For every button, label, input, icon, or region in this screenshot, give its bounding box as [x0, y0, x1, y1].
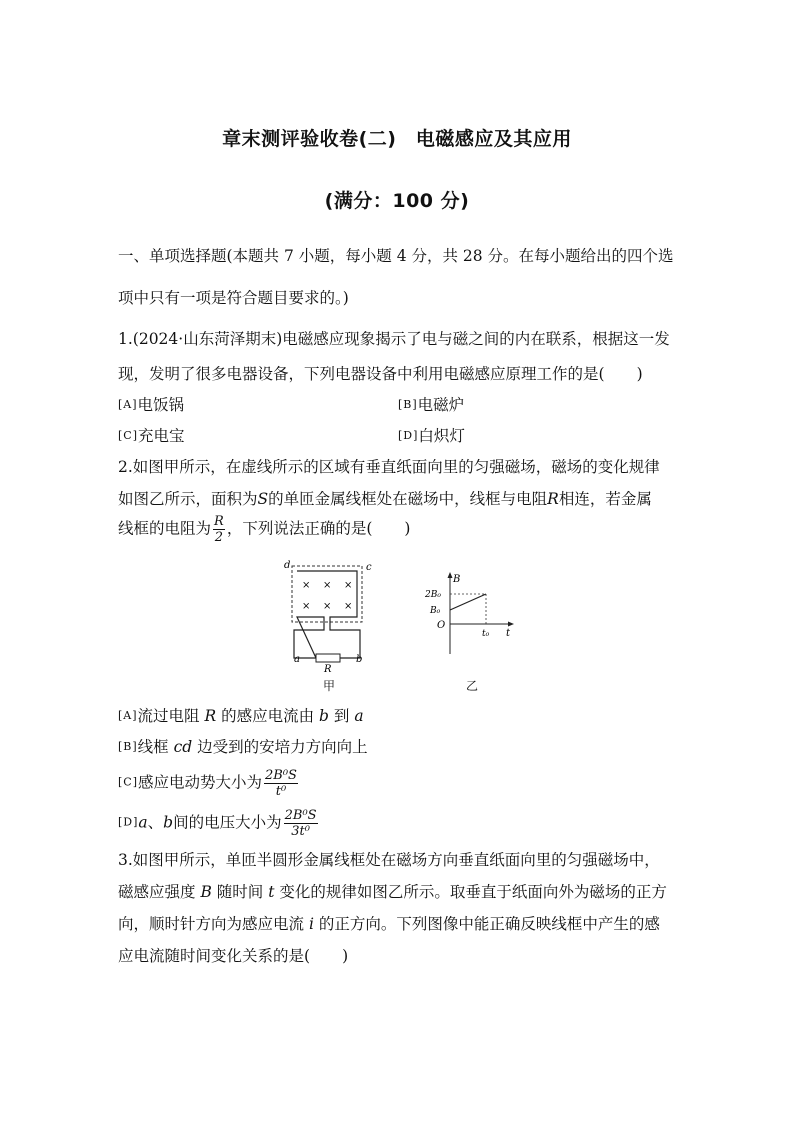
q1-line2: 现，发明了很多电器设备，下列电器设备中利用电磁感应原理工作的是( ): [118, 365, 643, 383]
q3-line2: 磁感应强度 B 随时间 t 变化的规律如图乙所示。取垂直于纸面向外为磁场的正方: [118, 883, 667, 901]
q3-line4: 应电流随时间变化关系的是( ): [118, 947, 349, 965]
fraction-r-over-2: $\frac{R}{2}$: [214, 514, 224, 545]
label-r: R: [324, 664, 332, 672]
label-t0: t₀: [482, 629, 490, 639]
q1-option-c: [C]充电宝: [118, 427, 185, 445]
field-cross: ×: [344, 601, 353, 612]
q2-line3: 线框的电阻为 $\frac{R}{2}$ ，下列说法正确的是( ): [118, 514, 411, 545]
figure-yi-caption: 乙: [466, 679, 479, 693]
q1-line1: 1.(2024·山东菏泽期末)电磁感应现象揭示了电与磁之间的内在联系，根据这一发: [118, 330, 670, 348]
page-title: 章末测评验收卷(二) 电磁感应及其应用: [222, 128, 572, 150]
magnetic-field-region: [292, 566, 362, 622]
fraction-voltage: $\frac{\text{2B⁰S}}{\text{3t⁰}}$: [284, 808, 317, 839]
label-b: b: [356, 654, 363, 665]
q2-option-d: [D]a、b间的电压大小为 $\frac{\text{2B⁰S}}{\text{3t⁰}}$: [118, 808, 317, 839]
b-line: [450, 594, 486, 610]
x-axis-arrow: [508, 622, 514, 627]
q2-option-c: [C]感应电动势大小为 $\frac{\text{2B⁰S}}{\text{t⁰}}$: [118, 768, 297, 799]
section-heading-line2: 项中只有一项是符合题目要求的。): [118, 289, 349, 307]
y-axis-arrow: [448, 572, 453, 578]
label-d: d: [284, 560, 291, 571]
q1-option-a: [A]电饭锅: [118, 396, 185, 414]
label-b0: B₀: [430, 606, 441, 616]
figure-yi-graph: [422, 570, 518, 658]
q1-option-b: [B]电磁炉: [398, 396, 465, 414]
figure-jia-caption: 甲: [323, 679, 336, 693]
q2-line2: 如图乙所示，面积为S的单匝金属线框处在磁场中，线框与电阻R相连，若金属: [118, 490, 652, 508]
label-t: t: [506, 628, 511, 639]
label-origin: O: [437, 620, 446, 631]
q3-line1: 3.如图甲所示，单匝半圆形金属线框处在磁场方向垂直纸面向里的匀强磁场中，: [118, 851, 660, 869]
field-cross: ×: [302, 601, 311, 612]
q1-option-d: [D]白炽灯: [398, 427, 465, 445]
q3-line3: 向，顺时针方向为感应电流 i 的正方向。下列图像中能正确反映线框中产生的感: [118, 915, 660, 933]
q2-line1: 2.如图甲所示，在虚线所示的区域有垂直纸面向里的匀强磁场，磁场的变化规律: [118, 458, 660, 476]
field-cross: ×: [323, 580, 332, 591]
field-cross: ×: [323, 601, 332, 612]
field-cross: ×: [344, 580, 353, 591]
fraction-emf: $\frac{\text{2B⁰S}}{\text{t⁰}}$: [265, 768, 297, 799]
q2-option-b: [B]线框 cd 边受到的安培力方向向上: [118, 738, 368, 756]
field-cross: ×: [302, 580, 311, 591]
section-heading-line1: 一、单项选择题(本题共 7 小题，每小题 4 分，共 28 分。在每小题给出的四个选: [118, 247, 674, 265]
label-c: c: [366, 562, 372, 573]
label-2b0: 2B₀: [425, 590, 441, 600]
q2-option-a: [A]流过电阻 R 的感应电流由 b 到 a: [118, 707, 364, 725]
label-b-axis: B: [453, 574, 461, 585]
figure-jia-circuit: [280, 558, 380, 672]
score-label: (满分：100 分): [324, 190, 470, 212]
resistor-r: [316, 654, 340, 662]
label-a: a: [294, 654, 300, 665]
